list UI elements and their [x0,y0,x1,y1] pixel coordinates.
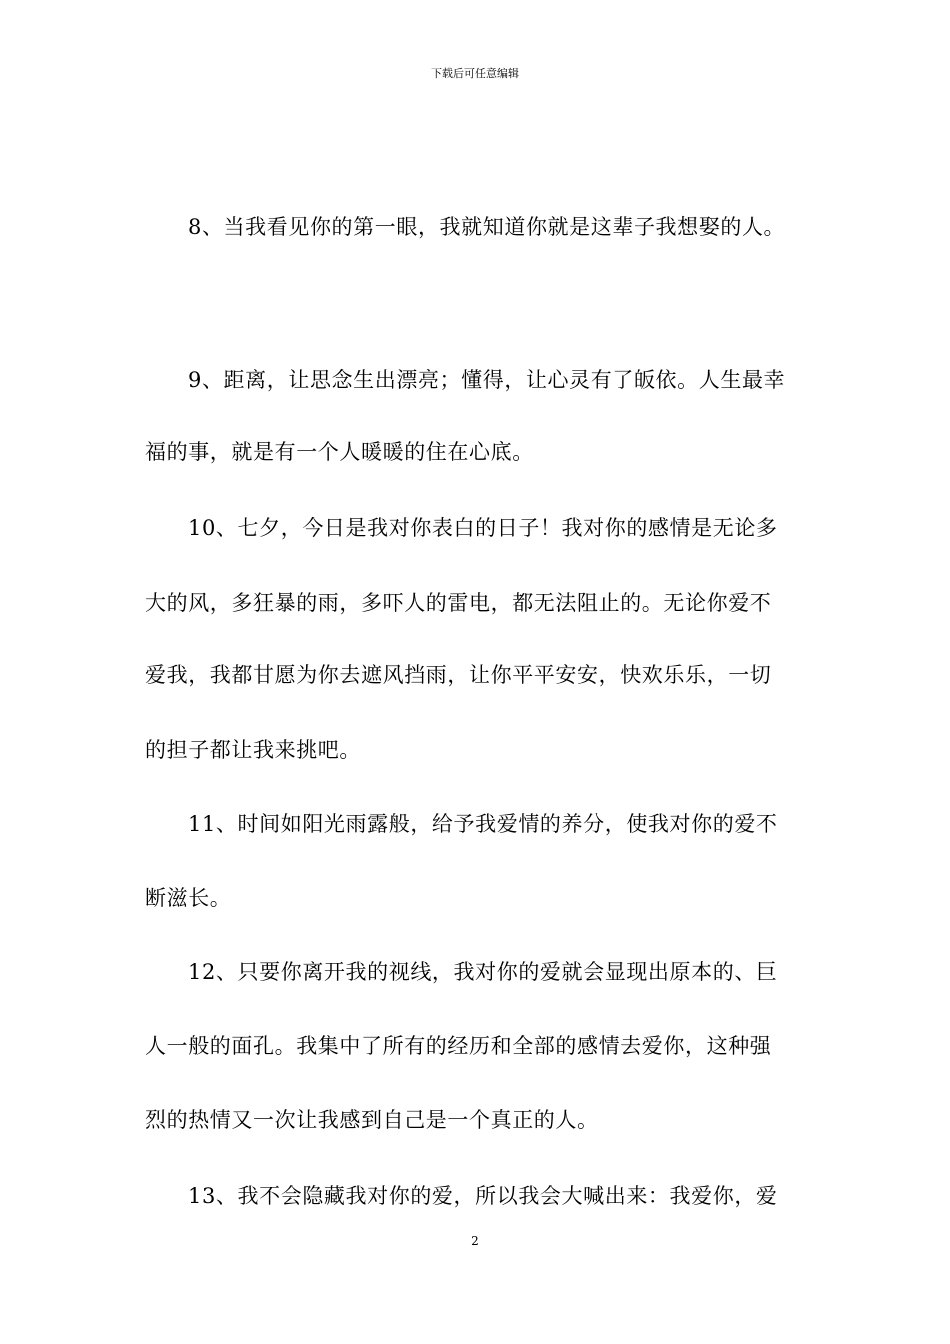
page-header: 下载后可任意编辑 [431,67,519,80]
paragraph-12-line-1: 12、只要你离开我的视线，我对你的爱就会显现出原本的、巨 [188,960,778,984]
paragraph-11-line-2: 断滋长。 [145,886,232,910]
paragraph-11-line-1: 11、时间如阳光雨露般，给予我爱情的养分，使我对你的爱不 [188,812,778,836]
paragraph-10-line-3: 爱我，我都甘愿为你去遮风挡雨，让你平平安安，快欢乐乐，一切 [145,663,772,687]
paragraph-12-line-2: 人一般的面孔。我集中了所有的经历和全部的感情去爱你，这种强 [145,1034,772,1058]
paragraph-9-line-1: 9、距离，让思念生出漂亮；懂得，让心灵有了皈依。人生最幸 [188,368,786,392]
paragraph-10-line-1: 10、七夕，今日是我对你表白的日子！我对你的感情是无论多 [188,516,778,540]
paragraph-10-line-4: 的担子都让我来挑吧。 [145,738,361,762]
paragraph-9-line-2: 福的事，就是有一个人暖暖的住在心底。 [145,440,534,464]
paragraph-13-line-1: 13、我不会隐藏我对你的爱，所以我会大喊出来：我爱你，爱 [188,1184,778,1208]
paragraph-10-line-2: 大的风，多狂暴的雨，多吓人的雷电，都无法阻止的。无论你爱不 [145,591,772,615]
paragraph-8-line-1: 8、当我看见你的第一眼，我就知道你就是这辈子我想娶的人。 [188,215,786,239]
page-number: 2 [471,1234,479,1248]
paragraph-12-line-3: 烈的热情又一次让我感到自己是一个真正的人。 [145,1108,599,1132]
